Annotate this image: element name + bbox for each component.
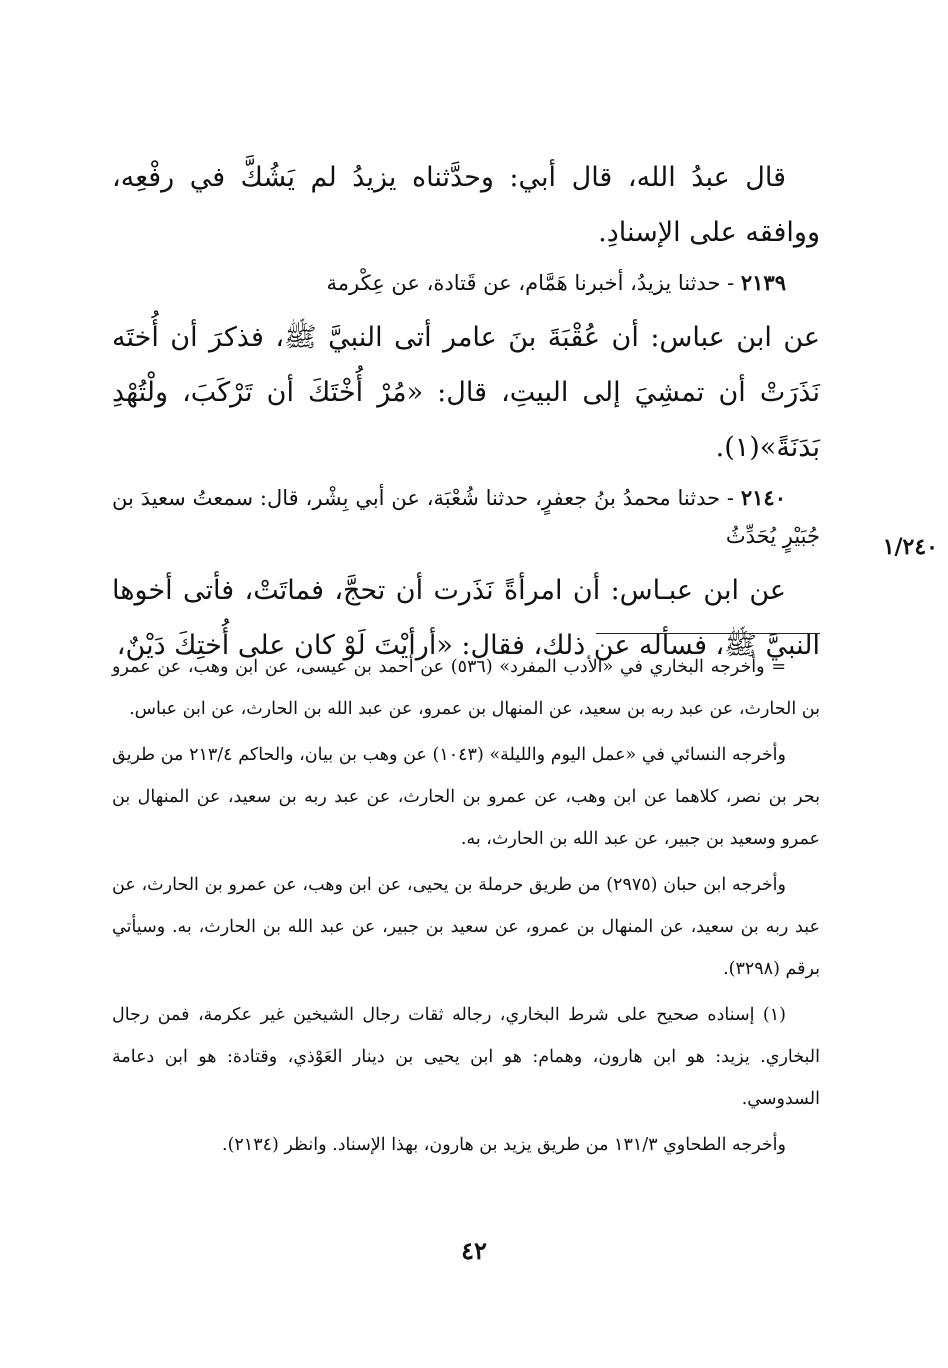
page-number: ٤٢ (461, 1236, 487, 1265)
hadith-2139-number: ٢١٣٩ (740, 270, 786, 295)
hadith-2139-chain-text: - حدثنا يزيدُ، أخبرنا هَمَّام، عن قَتادة، عن عِكْرمة (326, 271, 741, 295)
footnotes (112, 646, 820, 1170)
footnote-paragraph: وأخرجه النسائي في «عمل اليوم والليلة» (١٠٤٣) عن وهب بن بيان، والحاكم ٢١٣/٤ من طريق بحر بن نصر، كلاهما عن ابن وهب، عن عمرو بن الحارث، عن عبد ربه بن سعيد، عن المنهال بن عمرو وسعيد بن جبير، عن عبد الله بن الحارث، به. (112, 745, 820, 849)
hadith-2139-text: عن ابن عباس: أن عُقْبَةَ بنَ عامر أتى النبيَّ ﷺ، فذكرَ أن أُختَه نَذَرَتْ أن تمشِيَ إلى البيتِ، قال: «مُرْ أُخْتَكَ أن تَرْكَبَ، ولْتُهْدِ بَدَنَةً»(١). (112, 322, 820, 463)
footnote-separator (596, 633, 820, 634)
hadith-2140-chain-text: - حدثنا محمدُ بنُ جعفرٍ، حدثنا شُعْبَة، عن أبي بِشْر، قال: سمعتُ سعيدَ بن جُبَيْرٍ يُحَدِّثُ (112, 486, 820, 548)
hadith-2140-text: عن ابن عبـاس: أن امرأةً نَذَرت أن تحجَّ، فماتَتْ، فأتى أخوها النبيَّ ﷺ، فسأله عن ذلك، فقال: «أرأيْتَ لَوْ كان على أُختِكَ دَيْنٌ، (112, 575, 820, 661)
hadith-2140-chain (112, 479, 820, 555)
footnote-1: (١) إسناده صحيح على شرط البخاري، رجاله ثقات رجال الشيخين غير عكرمة، فمن رجال البخاري. يزيد: هو ابن هارون، وهمام: هو ابن يحيى بن دينار العَوْذي، وقتادة: هو ابن دعامة السدوسي. (112, 1005, 820, 1109)
hadith-2140-number: ٢١٤٠ (740, 485, 786, 510)
margin-reference: ١/٢٤٠ (882, 534, 938, 560)
main-text (112, 150, 820, 677)
footnote-paragraph: وأخرجه ابن حبان (٢٩٧٥) من طريق حرملة بن يحيى، عن ابن وهب، عن عمرو بن الحارث، عن عبد ربه بن سعيد، عن المنهال بن عمرو، عن سعيد بن جبير، عن عبد الله بن الحارث، به. وسيأتي برقم (٣٢٩٨). (112, 875, 820, 979)
paragraph-abdullah-note: قال عبدُ الله، قال أبي: وحدَّثناه يزيدُ لم يَشُكَّ في رفْعِه، ووافقه على الإسنادِ. (112, 162, 820, 248)
hadith-2139-chain (112, 264, 820, 302)
footnote-continuation: = وأخرجه البخاري في «الأدب المفرد» (٥٣٦) عن أحمد بن عيسى، عن ابن وهب، عن عمرو بن الحارث، عن عبد ربه بن سعيد، عن المنهال بن عمرو، عن عبد الله بن الحارث، عن ابن عباس. (112, 657, 820, 719)
footnote-paragraph: وأخرجه الطحاوي ١٣١/٣ من طريق يزيد بن هارون، بهذا الإسناد. وانظر (٢١٣٤). (222, 1135, 786, 1155)
